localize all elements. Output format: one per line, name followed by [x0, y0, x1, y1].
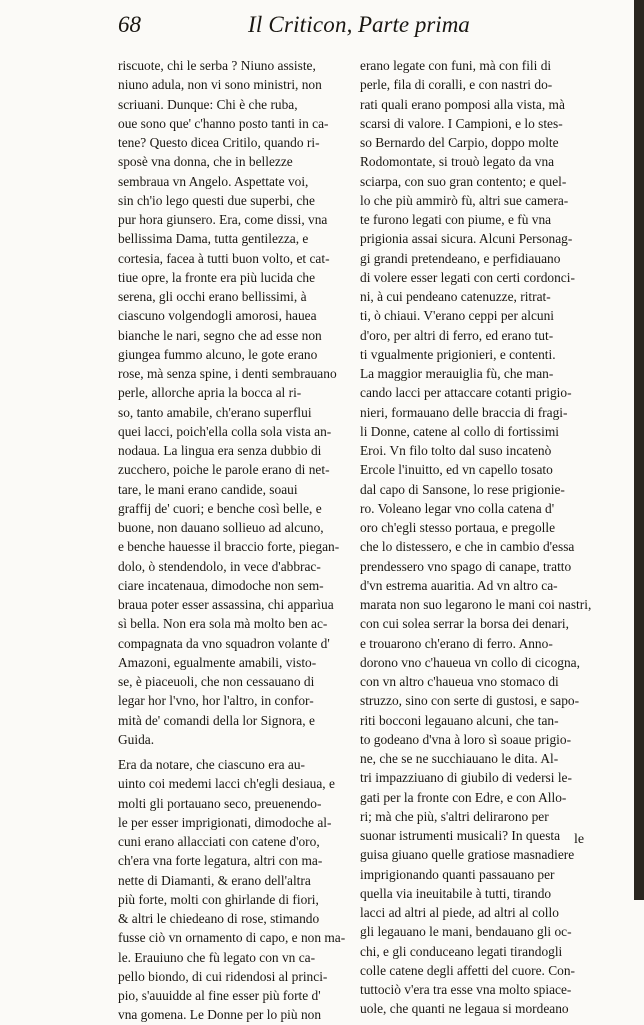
text-line: giungea fummo alcuno, le gote erano	[118, 346, 318, 362]
text-line: d'oro, per altri di ferro, ed erano tut-	[360, 327, 554, 343]
text-line: ni, à cui pendeano catenuzze, ritrat-	[360, 289, 551, 304]
text-line: riscuote, chi le serba ? Niuno assiste,	[118, 58, 316, 73]
text-line: zucchero, poiche le parole erano di net-	[118, 462, 330, 478]
text-line: e benche hauesse il braccio forte, piegan-	[118, 539, 340, 555]
text-line: cortesia, facea à tutti buon volto, et cat-	[118, 250, 330, 266]
text-line: Ercole l'inuitto, ed vn capello tosato	[360, 462, 553, 478]
text-line: Amazoni, egualmente amabili, visto-	[118, 654, 317, 670]
text-line: graffij de' cuori; e benche così belle, e	[118, 500, 322, 516]
text-line: cuni erano allacciati con catene d'oro,	[118, 834, 320, 849]
text-line: con vn altro c'haueua vno stomaco di	[360, 674, 559, 689]
text-line: li Donne, catene al collo di fortissimi	[360, 423, 559, 439]
text-line: tene? Questo dicea Critilo, quando ri-	[118, 135, 320, 150]
text-line: serena, gli occhi erano bellissimi, à	[118, 289, 307, 304]
text-line: & altri le chiedeano di rose, stimando	[118, 911, 320, 926]
text-line: dal capo di Sansone, lo rese prigionie-	[360, 481, 565, 497]
text-line: gi grandi pretendeano, e perfidiauano	[360, 250, 561, 266]
text-line: ri; mà che più, s'altri delirarono per	[360, 808, 549, 824]
running-part: Parte prima	[358, 12, 470, 37]
text-line: che lo distessero, e che in cambio d'essa	[360, 539, 575, 555]
text-line: nieri, formauano delle braccia di fragi-	[360, 404, 568, 420]
text-line: perle, fila di coralli, e con nastri do-	[360, 77, 553, 93]
text-line: te furono legati con piume, e fù vna	[360, 212, 552, 227]
text-line: rati quali erano pomposi alla vista, mà	[360, 96, 565, 112]
text-line: niuno adula, non vi sono ministri, non	[118, 77, 322, 93]
text-line: riti bocconi legauano alcuni, che tan-	[360, 712, 559, 728]
text-line: ciare incatenaua, dimodoche non sem-	[118, 577, 324, 593]
text-line: sciarpa, con suo gran contento; e quel-	[360, 173, 567, 189]
text-line: uole, che quanti ne legaua si mordeano	[360, 1001, 569, 1017]
text-line: ch'era vna forte legatura, altri con ma-	[118, 853, 323, 869]
text-line: nodaua. La lingua era senza dubbio di	[118, 443, 322, 458]
text-line: perle, allorche apria la bocca al ri-	[118, 385, 302, 401]
text-line: suonar istrumenti musicali? In questa	[360, 828, 561, 843]
text-line: più forte, molti con ghirlande di fiori,	[118, 891, 319, 907]
text-line: oro ch'egli stesso portaua, e pregolle	[360, 520, 556, 535]
text-line: tuttociò v'era tra esse vna molto spiace-	[360, 982, 572, 997]
text-line: le per esser imprigionati, dimodoche al-	[118, 814, 332, 830]
text-line: uinto coi medemi lacci ch'egli desiaua, e	[118, 776, 335, 792]
text-line: se, è piaceuoli, che non cessauano di	[118, 674, 315, 689]
text-line: fusse ciò vn ornamento di capo, e non ma-	[118, 930, 346, 946]
text-line: scriuani. Dunque: Chi è che ruba,	[118, 96, 298, 112]
text-line: le. Erauiuno che fù legato con vn ca-	[118, 949, 316, 965]
text-line: vna gomena. Le Donne per lo più non	[118, 1007, 322, 1023]
text-line: so, tanto amabile, ch'erano superflui	[118, 404, 312, 420]
text-line: gli legauano le mani, bendauano gli oc-	[360, 924, 572, 940]
text-line: buone, non dauano sollieuo ad alcuno,	[118, 520, 324, 535]
text-line: e trouarono ch'erano di ferro. Anno-	[360, 635, 553, 651]
text-line: lacci ad altri al piede, ad altri al collo	[360, 905, 559, 920]
text-line: gati per la fronte con Edre, e con Allo-	[360, 789, 567, 805]
text-line: ti, ò chiaui. V'erano ceppi per alcuni	[360, 308, 555, 324]
text-line: sembraua vn Angelo. Aspettate voi,	[118, 173, 309, 189]
text-line: pio, s'auuidde al fine esser più forte d'	[118, 988, 321, 1003]
page-header	[118, 10, 588, 40]
text-line: prendessero vno spago di canape, tratto	[360, 558, 572, 574]
catchword: le	[574, 832, 585, 847]
text-line: scarsi di valore. I Campioni, e lo stes-	[360, 115, 563, 131]
text-line: bianche le nari, segno che ad esse non	[118, 327, 322, 343]
text-line: Eroi. Vn filo tolto dal suso incatenò	[360, 443, 552, 458]
page-number: 68	[118, 12, 141, 37]
text-line: con cui solea serrar la borsa dei denari,	[360, 616, 569, 632]
text-line: Rodomontate, si trouò legato da vna	[360, 154, 555, 170]
text-line: quei lacci, poich'ella colla sola vista an-	[118, 423, 332, 439]
text-line: struzzo, sino con serte di gustosi, e sapo-	[360, 693, 580, 709]
text-line: bellissima Dama, tutta gentilezza, e	[118, 231, 309, 247]
text-line: tiue opre, la fronte era più lucida che	[118, 269, 316, 285]
text-line: colle catene degli affetti del cuore. Con-	[360, 962, 576, 978]
text-line: rose, mà senza spine, i denti sembrauano	[118, 366, 337, 381]
text-line: chi, e gli conduceano legati tirandogli	[360, 943, 563, 959]
text-line: Era da notare, che ciascuno era au-	[118, 757, 305, 772]
text-line: sì bella. Non era sola mà molto ben ac-	[118, 616, 328, 632]
text-line: nette di Diamanti, & erano dell'altra	[118, 872, 311, 888]
text-line: erano legate con funi, mà con fili di	[360, 58, 552, 73]
text-line: La maggior merauiglia fù, che man-	[360, 366, 554, 381]
text-line: prigionia assai sicura. Alcuni Personag-	[360, 231, 573, 247]
text-line: mità de' comandi della lor Signora, e	[118, 712, 315, 728]
text-line: ne, che se ne succhiauano le dita. Al-	[360, 751, 559, 766]
running-title: Il Criticon,	[248, 12, 353, 37]
text-line: di volere esser legati con certi cordonci-	[360, 269, 575, 285]
text-line: cando lacci per attaccare cotanti prigio-	[360, 385, 572, 401]
text-line: pur hora giunsero. Era, come dissi, vna	[118, 212, 328, 227]
text-line: braua poter esser assassina, chi apparìua	[118, 597, 334, 612]
text-line: sin ch'io lego questi due superbi, che	[118, 192, 315, 208]
text-line: ciascuno volgendogli amorosi, hauea	[118, 308, 317, 324]
text-line: to godeano d'vna à loro sì soaue prigio-	[360, 731, 572, 747]
page-edge-shadow	[634, 0, 644, 900]
text-line: marata non suo legarono le mani coi nastri,	[360, 597, 592, 612]
text-line: compagnata da vno squadron volante d'	[118, 635, 330, 651]
text-line: legar hor l'vno, hor l'altro, in confor-	[118, 693, 314, 709]
text-line: tare, le mani erano candide, soaui	[118, 481, 298, 497]
text-line: molti gli portauano seco, preuenendo-	[118, 795, 322, 811]
text-line: dolo, ò stendendolo, in vece d'abbrac-	[118, 558, 321, 574]
text-line: ro. Voleano legar vno colla catena d'	[360, 500, 555, 516]
text-line: dorono vno c'haueua vn collo di cicogna,	[360, 654, 580, 670]
right-column	[360, 56, 596, 1019]
text-line: so Bernardo del Carpio, doppo molte	[360, 135, 559, 150]
text-line: tri impazziuano di giubilo di vedersi le-	[360, 770, 572, 786]
text-line: Guida.	[118, 731, 155, 747]
text-line: guisa giuano quelle gratiose masnadiere	[360, 847, 575, 863]
text-line: lo che più ammirò fù, altri sue camera-	[360, 192, 569, 208]
text-line: sposè vna donna, che in bellezze	[118, 154, 293, 170]
text-line: ti vgualmente prigionieri, e contenti.	[360, 346, 556, 362]
text-line: oue sono que' c'hanno posto tanti in ca-	[118, 115, 329, 131]
text-line: pello biondo, di cui ridendosi al princi-	[118, 968, 328, 984]
text-line: d'vn estrema auaritia. Ad vn altro ca-	[360, 577, 558, 593]
text-line: imprigionando quanti passauano per	[360, 866, 555, 882]
text-line: quella via ineuitabile à tutti, tirando	[360, 885, 552, 901]
left-column	[118, 56, 354, 1025]
